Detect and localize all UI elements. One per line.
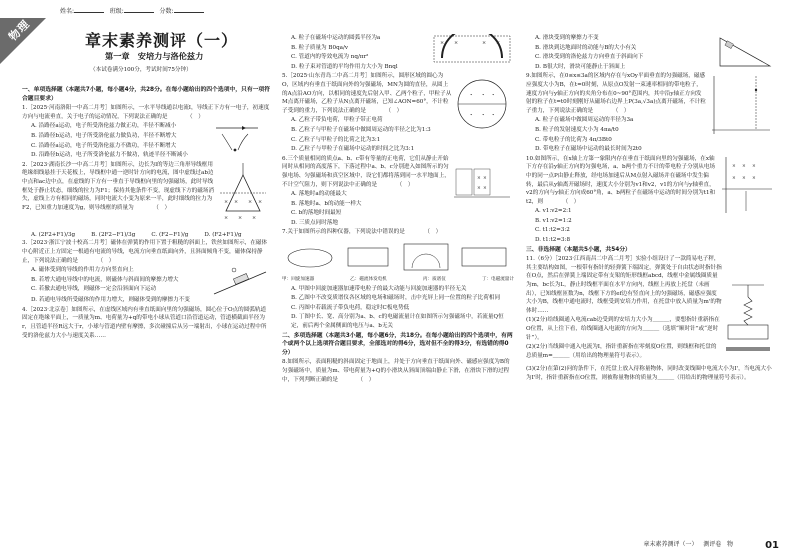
q6-option-c: C. b的落地时间最短 [291, 210, 342, 217]
q4-option-b: B. 粒子质量为 B0qa/v [291, 44, 349, 51]
q4-option-a: A. 粒子在磁场中运动的圆弧半径为a [291, 35, 381, 41]
svg-text:×: × [732, 163, 736, 169]
svg-text:×: × [752, 175, 756, 181]
svg-text:×: × [224, 198, 229, 205]
q4-option-d: D. 粒子束对管道的平均作用力大小为 Bnql [291, 63, 398, 70]
svg-text:•: • [492, 112, 495, 118]
question-3: 3.［2023·浙江宁波十校高二月考］磁体在弹簧的作用下置于粗糙的斜面上，铁丝如图所示，在磁体中心附近正上方固定一根通有电流的导线，电流方向垂直纸面向外，且斜面倾角不变，磁体保持静止，下列说法正确的是 （ ） [22, 240, 268, 264]
q6-figure [452, 155, 512, 199]
q5-figure [452, 72, 512, 132]
section-non-choice: 三、非选择题（本题共5小题，共54分） [526, 246, 631, 253]
svg-text:×: × [483, 175, 487, 181]
q11-figure [722, 255, 774, 365]
q4-figure [432, 34, 512, 64]
page-number: 01 [765, 540, 779, 551]
footer-book: 章末素养测评（一） [643, 541, 698, 548]
q1-figure [212, 122, 262, 156]
q8-option-c: C. 滑块受到的洛伦兹力方向垂直于斜面向下 [535, 54, 644, 61]
column-1 [22, 86, 270, 341]
question-5: 5.［2025·山东青岛二中高二月考］如图所示，圆形区域的圆心为O，区域内有垂直于纸面向外的匀强磁场，MN为圆的直径，从圆上的A点沿AO方向，以相同的速度先后射入甲、乙两个粒子，甲粒子从M点离开磁场，乙粒子从N点离开磁场，已知∠AON=60°，不计粒子受到的重力，下列说法正确的是 （ ） [282, 73, 452, 114]
svg-text:•: • [482, 92, 485, 98]
svg-text:•: • [470, 112, 473, 118]
q9-option-c: C. 带电粒子的比荷为 4π/3Bt0 [535, 136, 612, 143]
svg-text:×: × [454, 40, 459, 46]
q2-option-c: C. (F2−F1)/g [151, 231, 189, 238]
q3-option-d: D. 若通电导线所受磁体的作用力增大，则磁体受到的摩擦力不变 [31, 297, 190, 304]
q6-option-b: B. 落地时a、b的动能一样大 [291, 200, 362, 207]
svg-text:×: × [742, 175, 746, 181]
name-label: 姓名: [60, 8, 75, 15]
svg-text:×: × [477, 175, 481, 181]
q3-option-b: B. 若增大通电导线中的电流，则磁体与斜面间的摩擦力增大 [31, 276, 179, 283]
q8-figure [716, 34, 774, 68]
subject-tag-label: 物理 [6, 17, 33, 44]
q10-option-a: A. v1:v2=2:1 [535, 208, 572, 215]
q6-option-a: A. 落地时a的动能最大 [291, 191, 347, 198]
fig-label-bing: 丙：质谱仪 [422, 277, 446, 283]
question-6: 6.三个质量相同的质点a、b、c带有等量的正电荷，它们从静止开始同时从相同的高度落下，下落过程中a、b、c分别进入如图所示的匀强电场、匀强磁场和真空区域中，设它们都将落到同一水平地面上，不计空气阻力，则下列说法中正确的是 （ ） [282, 155, 450, 188]
svg-text:×: × [224, 214, 229, 221]
svg-text:×: × [252, 214, 257, 221]
q1-option-d: D. 沿路径b运动，电子所受洛伦兹力不做功，轨迹半径不断减小 [31, 152, 188, 159]
q5-option-d: D. 乙粒子与甲粒子在磁场中运动的时间之比为3:1 [291, 146, 415, 153]
chapter-title: 第一章 安培力与洛伦兹力 [105, 51, 204, 61]
q11-part-1: (1)(2分)给线圈通入电流cab边受到的安培力大小为＿＿＿，要想指针重新指在O位置，从上往下看，给线圈通入电流的方向为＿＿＿（选填“顺时针”或“逆时针”）。 [526, 317, 720, 341]
svg-text:×: × [238, 214, 243, 221]
question-4: 4.［2023·北京卷］如图所示，在虚线区域内有垂直纸面向里的匀强磁场，圆心位于O点的圆弧轨道固定在绝缘平面上，一质量为m、电荷量为+q的带电小球从管道口沿管道运动，管道横截面半径为r，且管道半径R远大于r，小球与管道内壁有摩擦，多次碰撞后从另一端射出，小球在运动过程中所受的洛伦兹力大小与速度关系…… [22, 306, 267, 339]
header-fields [60, 6, 204, 15]
section-multi-choice: 二、多项选择题（本题共3小题，每小题6分，共18分。在每小题给出的四个选项中，有两个或两个以上选项符合题目要求，全部选对的得6分，选对但不全的得3分，有选错的得0分） [282, 332, 513, 356]
svg-text:×: × [248, 198, 253, 205]
svg-text:×: × [742, 163, 746, 169]
q9-option-d: D. 带电粒子在磁场中运动的最长时间为2t0 [535, 146, 642, 153]
q2-option-b: B. (2F2−F1)/3g [91, 231, 136, 238]
svg-text:×: × [496, 40, 501, 46]
fig-label-jia: 甲：回旋加速器 [282, 277, 315, 283]
svg-text:×: × [234, 198, 239, 205]
fig-label-yi: 乙：磁流体发电机 [350, 277, 387, 283]
q3-option-c: C. 若撤去通电导线，则磁体一定会沿斜面向下运动 [31, 286, 157, 293]
class-label: 班级: [109, 8, 124, 15]
q6-option-d: D. 三质点同时落地 [291, 219, 338, 226]
q8-option-d: D. B很大时，滑块可能静止于斜面上 [535, 63, 626, 70]
svg-text:×: × [732, 175, 736, 181]
q5-option-a: A. 乙粒子带负电荷，甲粒子带正电荷 [291, 117, 383, 124]
q9-figure [706, 72, 774, 136]
footer-info [643, 539, 733, 548]
q7-option-b: B. 乙图中不改变质谱仪各区域的电场和磁场时，击中光屏上同一位置的粒子比荷相同 [291, 295, 501, 302]
footer-section: 测评卷 [703, 541, 722, 548]
q9-option-a: A. 粒子在磁场中做圆周运动的半径为3a [535, 117, 634, 124]
name-blank [74, 7, 104, 13]
q5-option-c: C. 乙粒子与甲粒子的比荷之比为3:1 [291, 136, 381, 143]
q8-option-b: B. 滑块到达地面时的动能与B的大小有关 [535, 44, 637, 51]
q8-option-a: A. 滑块受到的摩擦力不变 [535, 35, 599, 41]
q5-option-b: B. 乙粒子与甲粒子在磁场中做圆周运动的半径之比为1:3 [291, 126, 431, 133]
q3-option-a: A. 磁体受到的导线的作用力方向竖直向上 [31, 267, 134, 274]
question-7: 7.关于如图所示的四种仪器，下列说法中错误的是 （ ） [282, 229, 442, 236]
svg-text:•: • [492, 92, 495, 98]
q7-option-a: A. 甲图中回旋加速器加速带电粒子的最大动能与回旋加速器的半径无关 [291, 285, 467, 292]
question-8: 8.如图所示，表面粗糙的斜面固定于地面上，并处于方向垂直于纸面向外、磁感应强度为B的匀强磁场中，质量为m、带电荷量为+Q的小滑块从斜面顶端由静止下滑，在滑块下滑的过程中，下列判断正确的是 （ ） [282, 359, 510, 383]
svg-text:×: × [258, 198, 263, 205]
q10-option-b: B. v1:v2=1:2 [535, 217, 572, 224]
q11-part-2: (2)(2分)当线圈中通入电流为I，指针重新指在零刻度O位置，则线框和托盘的总质量m=＿＿＿（用给出的物理量符号表示）。 [526, 344, 717, 359]
column-3 [526, 34, 776, 383]
question-1: 1.［2025·河南洛阳一中高二月考］如图所示，一水平导线通以电流I，导线正下方有一电子，初速度方向与电流垂直，关于电子的运动情况，下列说法正确的是 （ ） [22, 105, 270, 120]
q10-figure [716, 155, 774, 215]
question-2: 2.［2023·湖南长沙一中高二月考］如图所示，边长为l的等边三角形导线框用绝缘细线悬挂于天花板上，导线框中通一逆时针方向的电流，图中虚线过ab边中点和ac边中点，在虚线的下方有一垂直于导线框向里的匀强磁场，此时导线框处于静止状态，细线的拉力为F1；保持其他条件不变，现虚线下方的磁场消失，虚线上方有相同的磁场，同时电流大小变为原来一半，此时细线的拉力为F2，已知重力加速度为g，则导线框的质量为 （ ） [22, 161, 215, 211]
q11-part-3: (3)(2分)在第(2)问的条件下，在托盘上放入待称量物体，同时改变线圈中电流大小为I'，当电流大小为I'时，指针重新指在O位置，则被称量物体的质量为＿＿＿（用给出的物理量符号表示）。 [526, 366, 772, 381]
q7-option-d: D. 丁图中长、宽、高分别为a、b、c的电磁流量计在如图所示匀强磁场中，若流量Q恒定，前后两个金属侧面的电压与a、b无关 [291, 314, 504, 330]
q10-option-c: C. t1:t2=3:2 [535, 227, 570, 234]
page-title: 章末素养测评（一） [85, 31, 239, 50]
exam-note: （本试卷满分100分，考试时间75分钟） [90, 67, 192, 73]
q1-option-a: A. 沿路径a运动，电子所受洛伦兹力做正功，半径不断减小 [31, 123, 177, 130]
q1-option-c: C. 沿路径a运动，电子所受洛伦兹力不做功，半径不断增大 [31, 142, 177, 149]
score-blank [174, 7, 204, 13]
svg-text:×: × [477, 185, 481, 191]
class-blank [124, 7, 154, 13]
svg-text:•: • [470, 92, 473, 98]
fig-label-ding: 丁：电磁流量计 [481, 277, 514, 283]
svg-text:×: × [440, 40, 445, 46]
question-9: 9.如图所示，在0≤x≤3a的区域内存在与xOy平面垂直的匀强磁场，磁感应强度大小为B，在t=0时刻，从原点O发射一束速率相同的带电粒子，速度方向与y轴正方向的夹角分布在0~90°范围内，其中沿y轴正方向发射的粒子在t=t0时刻刚好从磁场右边界上P(3a,√3a)点离开磁场，不计粒子重力，下列说法正确的是 （ ） [526, 73, 706, 114]
question-11: 11.（6分）［2023·江西南昌二中高二月考］实验小组设计了一款简易电子秤，其主要结构如图，一根带有指针的轻弹簧下端固定，弹簧处于自由状态时指针指在O点，然后在弹簧上端固定带有支架的矩形线框abcd，线框中金属线圈质量为m，bc长为L，静止时线框平面在水平方向内，线框上再放上托盘（未画出），已知线框匝数为n，线框下方的ef边有竖直向上的匀强磁场，磁感应强度大小为B，线框中通电流时，线框受到安培力作用，在托盘中放入质量为m'的物体时…… [526, 256, 722, 314]
score-label: 分数: [159, 8, 174, 15]
q10-option-d: D. t1:t2=3:8 [535, 237, 571, 244]
q1-option-b: B. 沿路径b运动，电子所受洛伦兹力做负功，半径不断增大 [31, 132, 177, 139]
q7-option-c: C. 丙图中若载流子带负电荷，稳定时C板电势低 [291, 304, 410, 311]
q2-option-a: A. (2F2+F1)/3g [31, 231, 76, 238]
svg-text:•: • [482, 112, 485, 118]
q7-figures [282, 238, 514, 278]
svg-text:×: × [482, 40, 487, 46]
svg-text:×: × [752, 163, 756, 169]
svg-text:×: × [483, 185, 487, 191]
q4-option-c: C. 管道内的等效电流为 nq/πr² [291, 54, 369, 61]
footer-subject: 物 [726, 541, 733, 548]
question-10: 10.如图所示，在x轴上方第一象限内存在垂直于纸面向里的匀强磁场，在x轴下方存在沿y轴正方向的匀强电场，a、b两个重力不计的带电粒子分别从电场中的同一点P由静止释放，经电场加速后从M点射入磁场并在磁场中发生偏转，最后从y轴离开磁场时，速度大小分别为v1和v2，v1的方向与y轴垂直，v2的方向与y轴正方向成60°角，a、b两粒子在磁场中运动的时间分别为t1和t2，则 （ ） [526, 155, 716, 205]
column-2 [282, 34, 514, 385]
q2-figure [218, 161, 268, 231]
q2-option-d: D. (F2+F1)/g [204, 231, 242, 238]
q9-option-b: B. 粒子的发射速度大小为 4πa/t0 [535, 126, 619, 133]
q3-figure [212, 266, 268, 296]
section-single-choice: 一、单项选择题（本题共7小题，每小题4分，共28分。在每小题给出的四个选项中，只有一项符合题目要求） [22, 87, 271, 102]
